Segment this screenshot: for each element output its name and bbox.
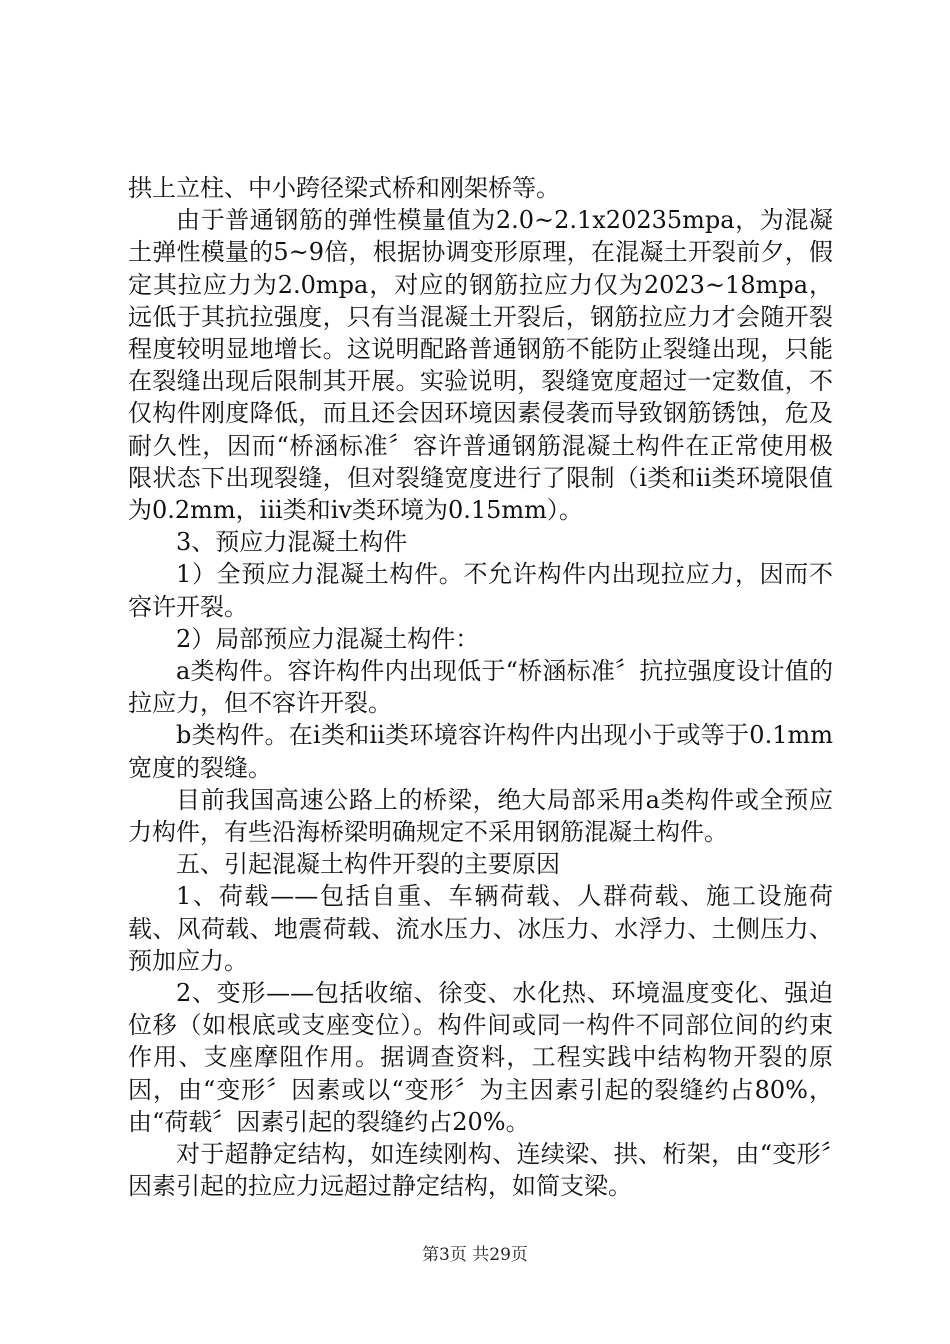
page-footer: 第3页 共29页	[422, 1245, 528, 1265]
paragraph: 1）全预应力混凝土构件。不允许构件内出现拉应力，因而不容许开裂。	[128, 560, 833, 621]
paragraph: a类构件。容许构件内出现低于“桥涵标准〞抗拉强度设计值的拉应力，但不容许开裂。	[128, 657, 833, 718]
paragraph: 1、荷载——包括自重、车辆荷载、人群荷载、施工设施荷载、风荷载、地震荷载、流水压力、冰压力、水浮力、土侧压力、预加应力。	[128, 882, 833, 975]
paragraph: 2、变形——包括收缩、徐变、水化热、环境温度变化、强迫位移（如根底或支座变位）。构件间或同一构件不同部位间的约束作用、支座摩阻作用。据调查资料，工程实践中结构物开裂的原因，由“变形〞因素或以“变形〞为主因素引起的裂缝约占80%，由“荷载〞因素引起的裂缝约占20%。	[128, 979, 833, 1136]
paragraph: b类构件。在i类和ii类环境容许构件内出现小于或等于0.1mm宽度的裂缝。	[128, 721, 833, 782]
paragraph: 由于普通钢筋的弹性模量值为2.0~2.1x20235mpa，为混凝土弹性模量的5~9倍，根据协调变形原理，在混凝土开裂前夕，假定其拉应力为2.0mpa，对应的钢筋拉应力仅为2023~18mpa，远低于其抗拉强度，只有当混凝土开裂后，钢筋拉应力才会随开裂程度较明显地增长。这说明配路普通钢筋不能防止裂缝出现，只能在裂缝出现后限制其开展。实验说明，裂缝宽度超过一定数值，不仅构件刚度降低，而且还会因环境因素侵袭而导致钢筋锈蚀，危及耐久性，因而“桥涵标准〞容许普通钢筋混凝土构件在正常使用极限状态下出现裂缝，但对裂缝宽度进行了限制（i类和ii类环境限值为0.2mm，iii类和iv类环境为0.15mm）。	[128, 206, 833, 525]
section-heading: 3、预应力混凝土构件	[176, 528, 408, 557]
paragraph: 拱上立柱、中小跨径梁式桥和刚架桥等。	[128, 174, 560, 202]
section-heading: 五、引起混凝土构件开裂的主要原因	[176, 850, 560, 879]
paragraph: 2）局部预应力混凝土构件：	[176, 624, 480, 653]
paragraph: 目前我国高速公路上的桥梁，绝大局部采用a类构件或全预应力构件，有些沿海桥梁明确规定不采用钢筋混凝土构件。	[128, 785, 833, 847]
paragraph: 对于超静定结构，如连续刚构、连续梁、拱、桁架，由“变形〞因素引起的拉应力远超过静定结构，如简支梁。	[128, 1140, 833, 1201]
document-body	[128, 172, 833, 1203]
